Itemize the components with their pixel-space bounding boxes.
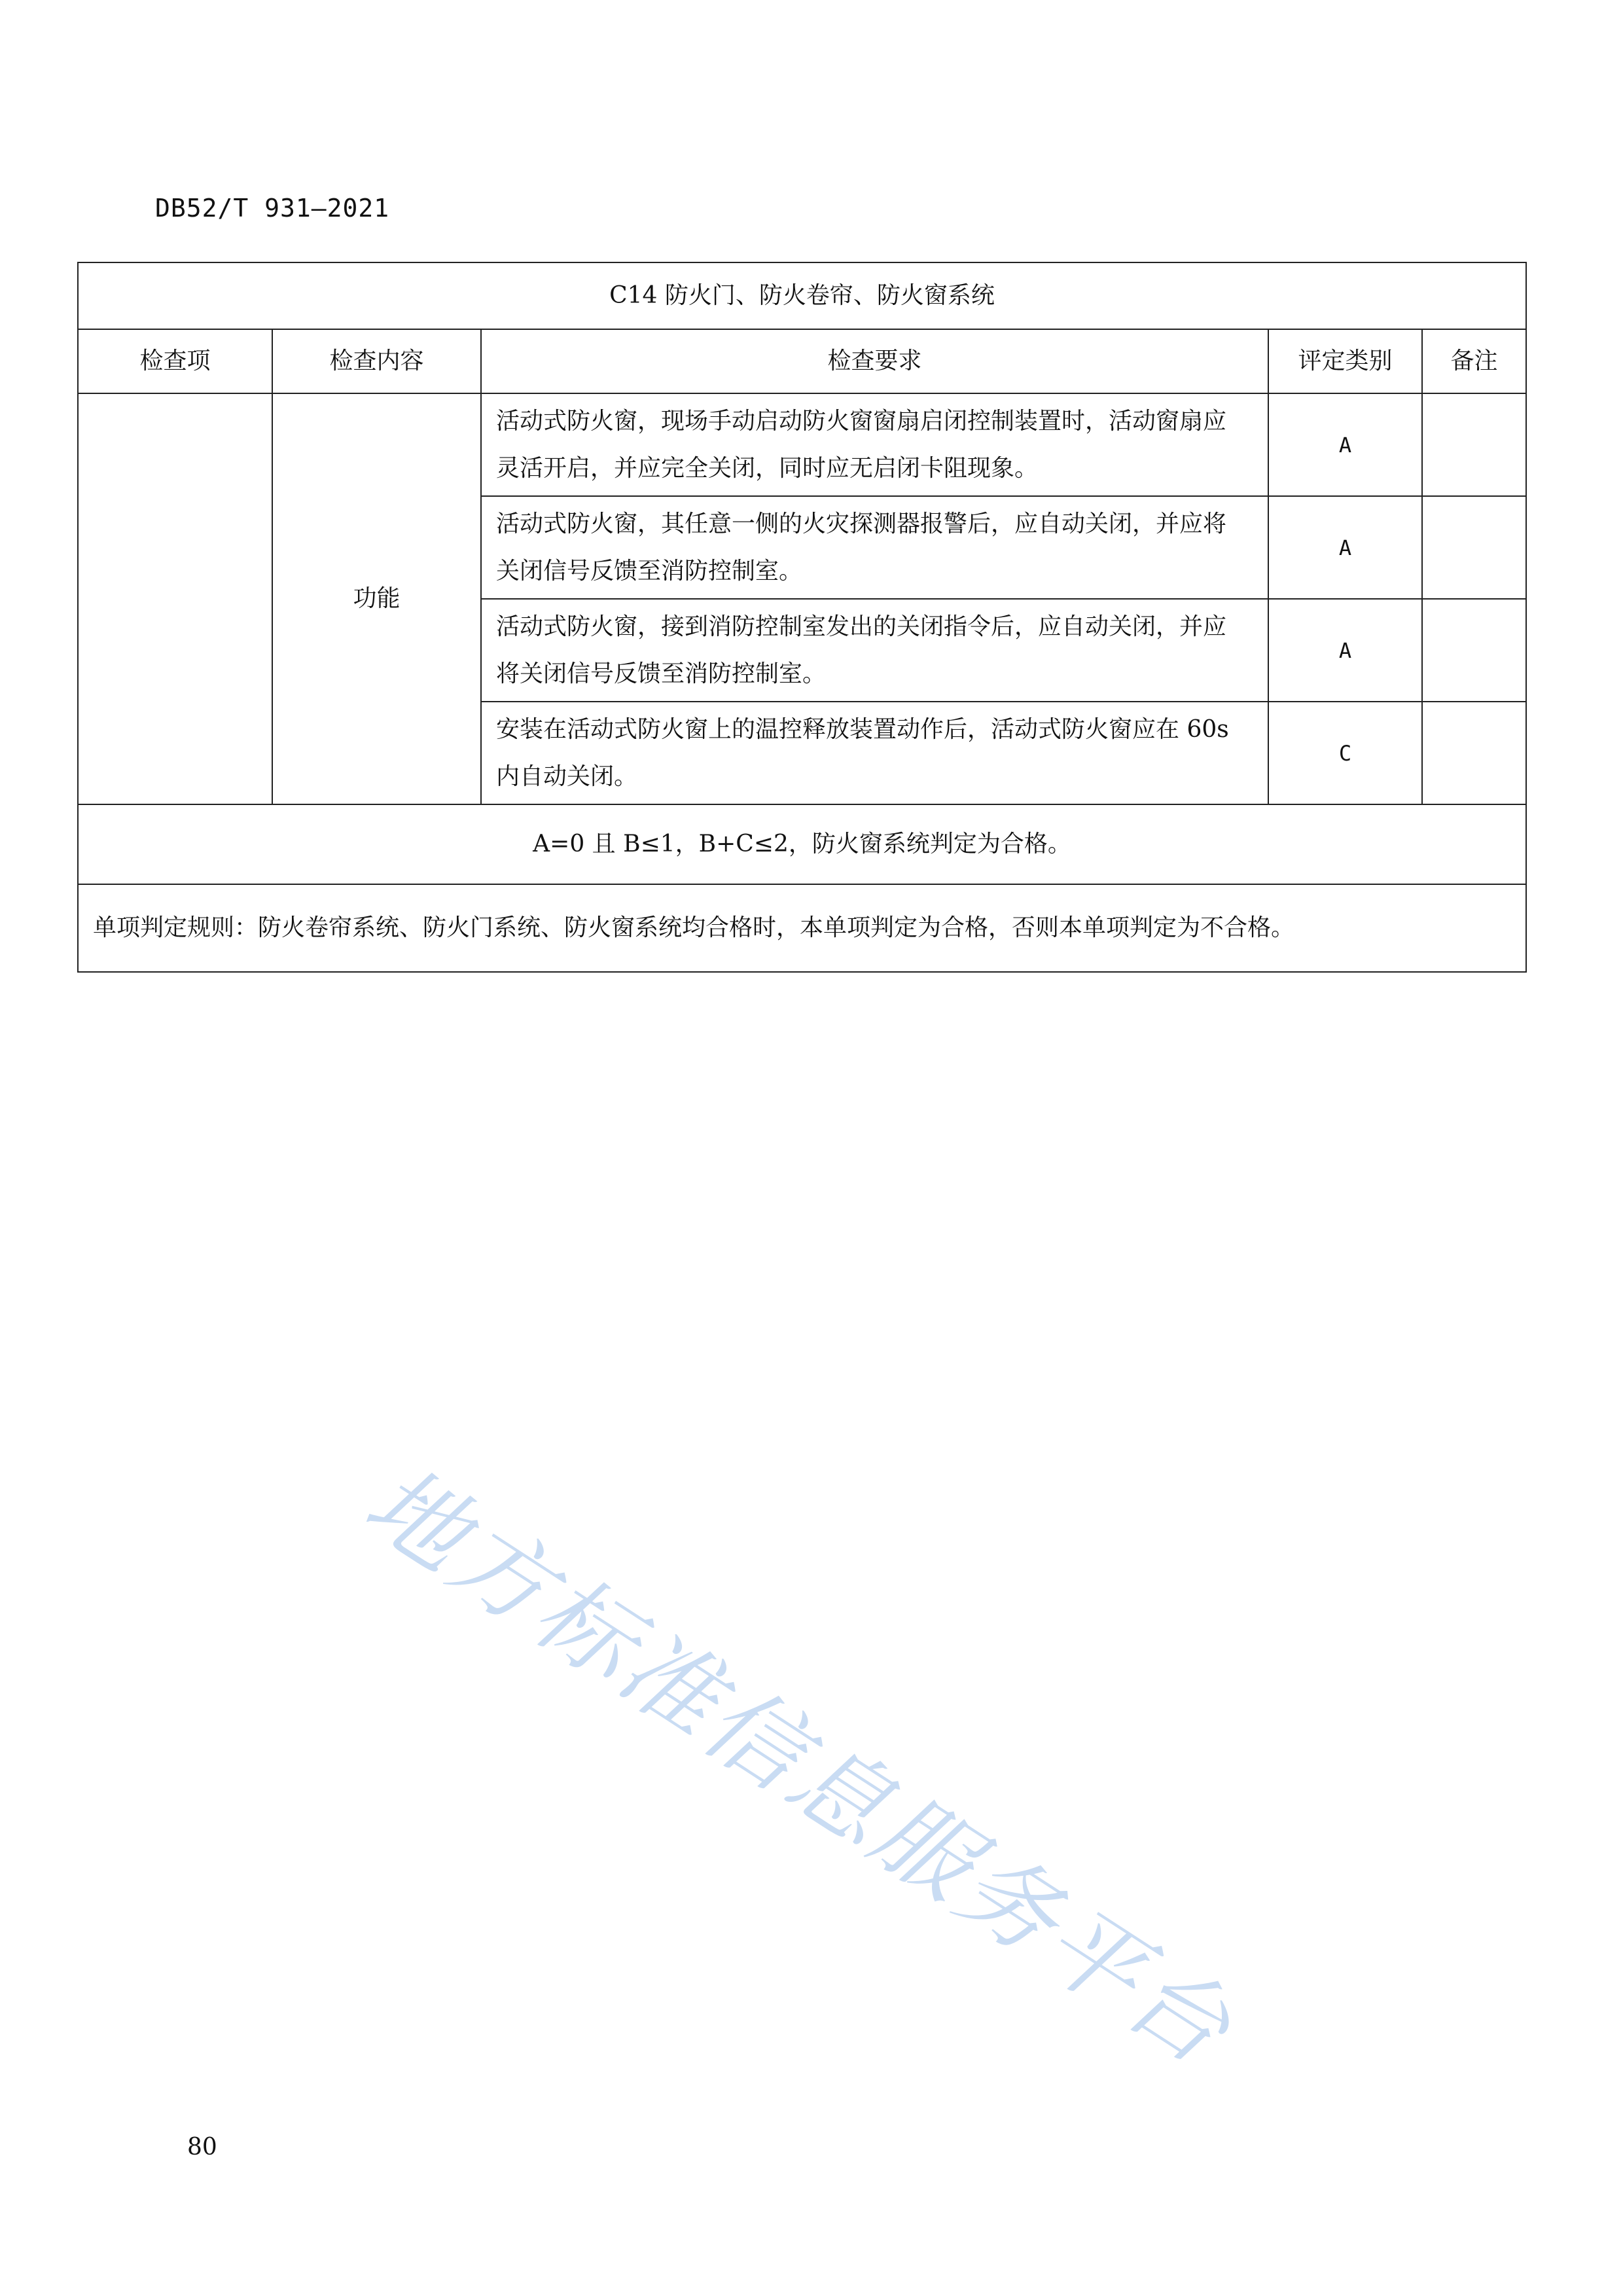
watermark: 地方标准信息服务平台 — [346, 1444, 1253, 2088]
column-header-remark: 备注 — [1422, 329, 1526, 393]
content-group-cell: 功能 — [272, 393, 481, 804]
requirement-line: 活动式防火窗，其任意一侧的火灾探测器报警后，应自动关闭，并应将 — [496, 510, 1227, 537]
requirement-cell — [481, 702, 1268, 804]
table-header-row — [78, 329, 1526, 393]
column-header-category: 评定类别 — [1268, 329, 1422, 393]
category-cell: A — [1268, 393, 1422, 496]
column-header-requirement: 检查要求 — [481, 329, 1268, 393]
requirement-line: 安装在活动式防火窗上的温控释放装置动作后，活动式防火窗应在 60s — [496, 715, 1229, 743]
requirement-line: 活动式防火窗，接到消防控制室发出的关闭指令后，应自动关闭，并应 — [496, 613, 1227, 640]
requirement-line: 关闭信号反馈至消防控制室。 — [496, 557, 803, 584]
table-title-row — [78, 262, 1526, 329]
inspection-table — [77, 262, 1527, 973]
category-cell: A — [1268, 599, 1422, 702]
column-header-item: 检查项 — [78, 329, 272, 393]
remark-cell — [1422, 702, 1526, 804]
document-code: DB52/T 931—2021 — [155, 194, 390, 223]
rule-cell: 单项判定规则：防火卷帘系统、防火门系统、防火窗系统均合格时，本单项判定为合格，否则本单项判定为不合格。 — [78, 884, 1526, 972]
remark-cell — [1422, 599, 1526, 702]
table-title: C14 防火门、防火卷帘、防火窗系统 — [78, 262, 1526, 329]
inspection-item-cell — [78, 393, 272, 804]
requirement-line: 活动式防火窗，现场手动启动防火窗窗扇启闭控制装置时，活动窗扇应 — [496, 407, 1227, 435]
requirement-line: 灵活开启，并应完全关闭，同时应无启闭卡阻现象。 — [496, 454, 1039, 482]
requirement-cell — [481, 599, 1268, 702]
page-number: 80 — [187, 2134, 217, 2161]
requirement-cell — [481, 393, 1268, 496]
requirement-line: 内自动关闭。 — [496, 762, 638, 790]
rule-row — [78, 884, 1526, 972]
summary-cell: A=0 且 B≤1，B+C≤2，防火窗系统判定为合格。 — [78, 804, 1526, 884]
summary-row — [78, 804, 1526, 884]
column-header-content: 检查内容 — [272, 329, 481, 393]
remark-cell — [1422, 393, 1526, 496]
requirement-cell — [481, 496, 1268, 599]
remark-cell — [1422, 496, 1526, 599]
category-cell: C — [1268, 702, 1422, 804]
table-row — [78, 393, 1526, 496]
requirement-line: 将关闭信号反馈至消防控制室。 — [496, 660, 827, 687]
category-cell: A — [1268, 496, 1422, 599]
